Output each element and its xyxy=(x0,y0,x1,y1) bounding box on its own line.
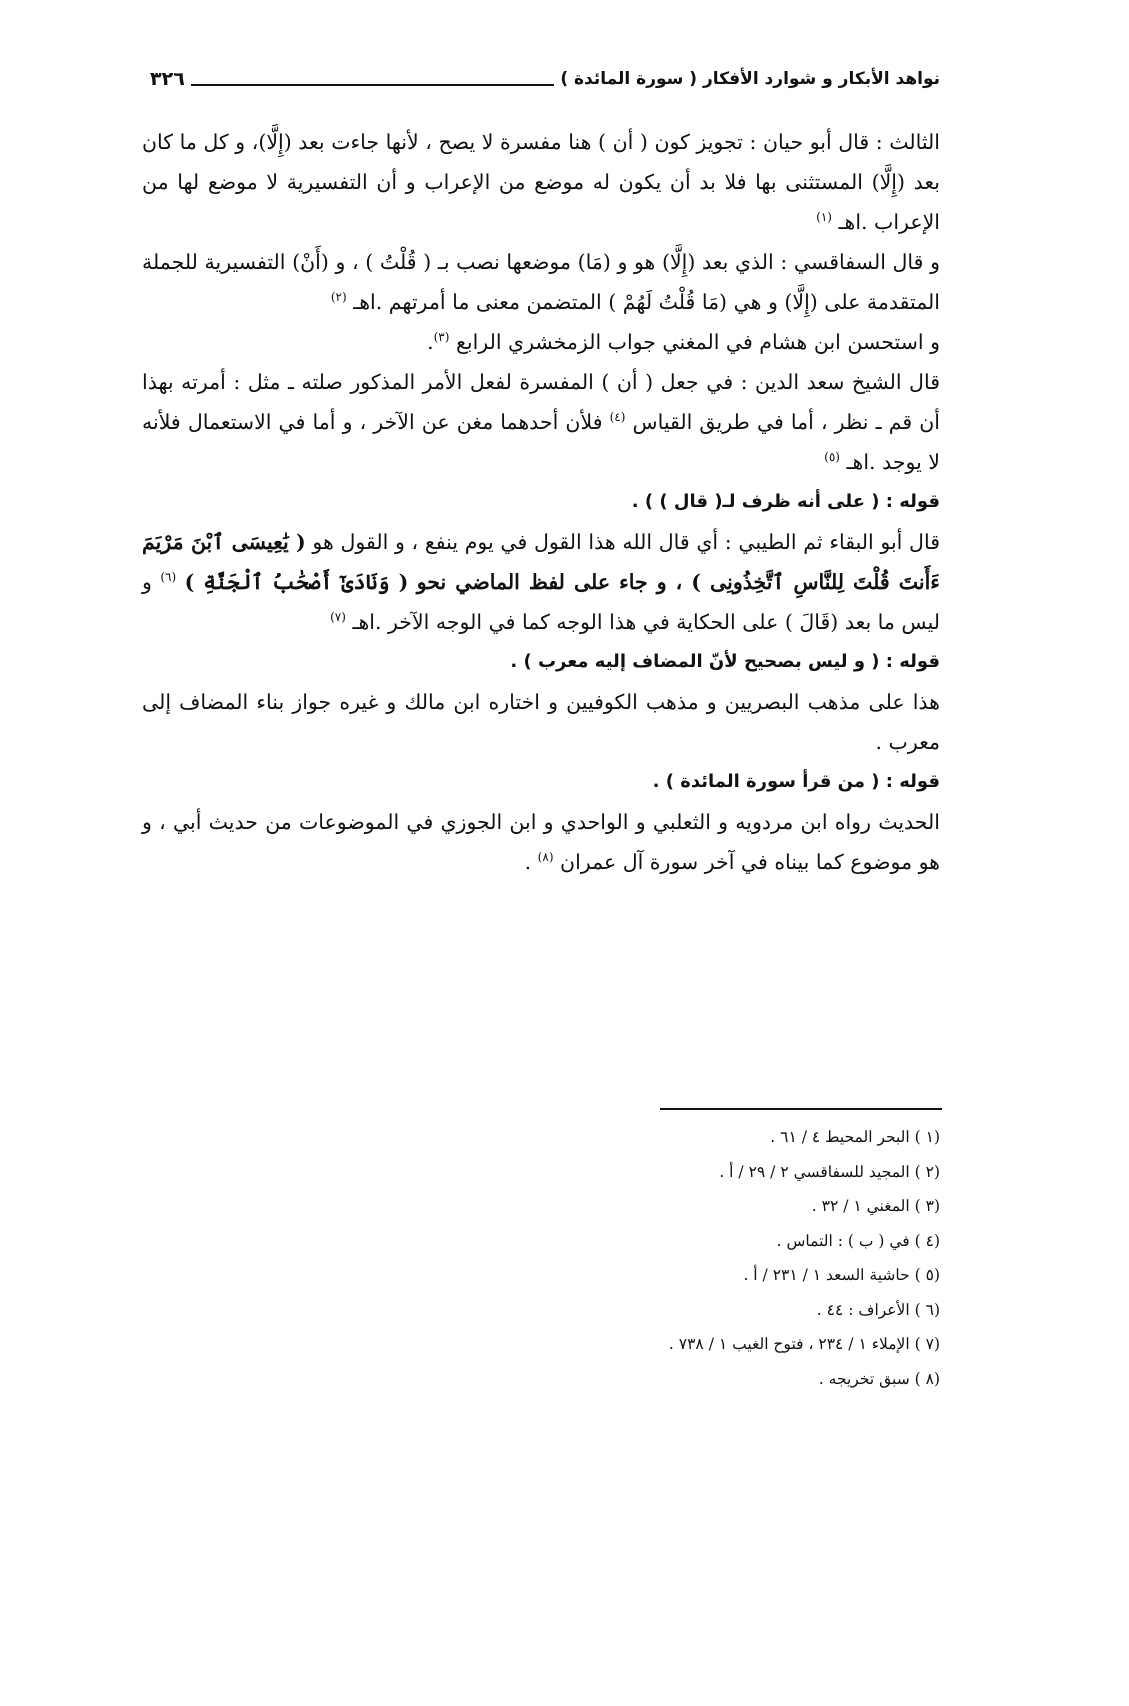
section-heading: قوله : ( و ليس بصحيح لأنّ المضاف إليه معرب ) . xyxy=(510,651,940,672)
paragraph-3: و استحسن ابن هشام في المغني جواب الزمخشري الرابع $^{(٣)}$. xyxy=(427,330,940,354)
footnote-item: (٢ ) المجيد للسفاقسي ٢ / ٢٩ / أ . xyxy=(719,1162,940,1181)
main-text xyxy=(142,122,940,882)
header-rule xyxy=(191,84,555,86)
footnote-item: (١ ) البحر المحيط ٤ / ٦١ . xyxy=(770,1128,940,1146)
header-title: نواهد الأبكار و شوارد الأفكار ( سورة المائدة ) xyxy=(560,69,940,89)
paragraph-5: قال أبو البقاء ثم الطيبي : أي قال الله هذا القول في يوم ينفع ، و القول هو ( يَٰعِيسَى ٱبْنَ مَرْيَمَ ءَأَنتَ قُلْتَ لِلنَّاسِ ٱتَّخِذُونِى ) ، و جاء على لفظ الماضي نحو ( وَنَادَىٰٓ أَصْحَٰبُ ٱلْجَنَّةِ ) $^{(٦)}$ و ليس ما بعد (قَالَ ) على الحكاية في هذا الوجه كما في الوجه الآخر .اهـ $^{(٧)}$ xyxy=(142,530,940,634)
paragraph-4: قال الشيخ سعد الدين : في جعل ( أن ) المفسرة لفعل الأمر المذكور صلته ـ مثل : أمرته بهذا أن قم ـ نظر ، أما في طريق القياس $^{(٤)}$ فلأن أحدهما مغن عن الآخر ، و أما في الاستعمال فلأنه لا يوجد .اهـ $^{(٥)}$ xyxy=(142,370,940,474)
quran-quote: ( يَٰعِيسَى ٱبْنَ مَرْيَمَ ءَأَنتَ قُلْتَ لِلنَّاسِ ٱتَّخِذُونِى ) ، و جاء على لفظ الماضي نحو xyxy=(142,530,940,594)
footnote-item: (٦ ) الأعراف : ٤٤ . xyxy=(816,1300,940,1319)
footnote-divider xyxy=(660,1108,942,1110)
footnote-ref: (٦) xyxy=(160,570,177,585)
footnote-ref: (٧) xyxy=(330,610,346,625)
footnote-ref: (٨) xyxy=(537,850,554,865)
paragraph-7: الحديث رواه ابن مردويه و الثعلبي و الواحدي و ابن الجوزي في الموضوعات من حديث أبي ، و هو موضوع كما بيناه في آخر سورة آل عمران $^{(٨)}$ . xyxy=(142,810,940,874)
section-heading: قوله : ( من قرأ سورة المائدة ) . xyxy=(652,771,940,792)
running-header xyxy=(150,62,940,96)
footnote-ref: (٣) xyxy=(433,330,450,345)
footnote-item: (٣ ) المغني ١ / ٣٢ . xyxy=(811,1197,940,1215)
paragraph-1: الثالث : قال أبو حيان : تجويز كون ( أن ) هنا مفسرة لا يصح ، لأنها جاءت بعد (إِلَّا)، و كل ما كان بعد (إِلَّا) المستثنى بها فلا بد أن يكون له موضع من الإعراب و أن التفسيرية لا موضع لها من الإعراب .اهـ $^{(١)}$ xyxy=(142,130,940,234)
paragraph-6: هذا على مذهب البصريين و مذهب الكوفيين و اختاره ابن مالك و غيره جواز بناء المضاف إلى معرب . xyxy=(142,690,940,754)
footnote-ref: (١) xyxy=(816,210,832,225)
footnote-ref: (٤) xyxy=(609,410,626,425)
paragraph-2: و قال السفاقسي : الذي بعد (إِلَّا) هو و (مَا) موضعها نصب بـ ( قُلْتُ ) ، و (أَنْ) التفسيرية للجملة المتقدمة على (إِلَّا) و هي (مَا قُلْتُ لَهُمْ ) المتضمن معنى ما أمرتهم .اهـ $^{(٢)}$ xyxy=(142,250,940,314)
section-heading: قوله : ( على أنه ظرف لـ( قال ) ) . xyxy=(631,491,940,512)
page-number: ٣٢٦ xyxy=(150,68,185,90)
footnote-ref: (٢) xyxy=(330,290,347,305)
footnote-item: (٨ ) سبق تخريجه . xyxy=(818,1369,940,1388)
footnote-item: (٥ ) حاشية السعد ١ / ٢٣١ / أ . xyxy=(743,1266,940,1284)
footnotes xyxy=(400,1120,940,1396)
footnote-ref: (٥) xyxy=(824,450,840,465)
footnote-item: (٤ ) في ( ب ) : التماس . xyxy=(776,1231,940,1250)
footnote-item: (٧ ) الإملاء ١ / ٢٣٤ ، فتوح الغيب ١ / ٧٣٨ . xyxy=(668,1335,940,1353)
quran-quote: ( وَنَادَىٰٓ أَصْحَٰبُ ٱلْجَنَّةِ ) xyxy=(184,570,409,594)
